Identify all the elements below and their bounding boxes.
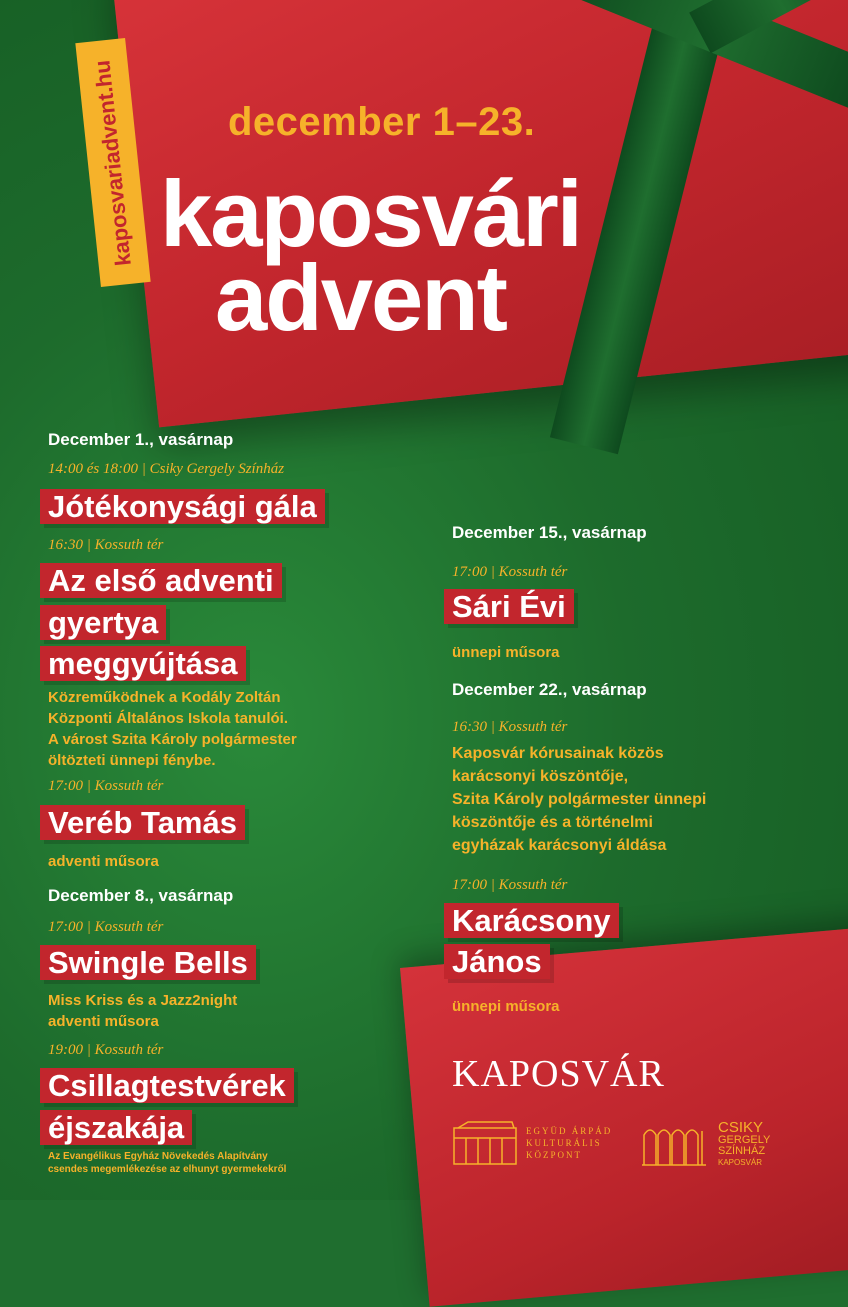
website-url[interactable]: kaposvariadvent.hu <box>89 58 136 267</box>
csiky-theatre-text: CSIKY GERGELY SZÍNHÁZ KAPOSVÁR <box>718 1119 771 1167</box>
event-title: meggyújtása <box>40 644 246 684</box>
event-title: Csillagtestvérek <box>40 1066 294 1106</box>
event-title: Az első adventi <box>40 561 282 601</box>
event-title: Karácsony <box>444 901 619 941</box>
kaposvar-logo: KAPOSVÁR <box>452 1053 665 1095</box>
day-heading: December 15., vasárnap <box>452 523 647 542</box>
event-description: ünnepi műsora <box>452 644 560 661</box>
event-title: éjszakája <box>40 1108 192 1148</box>
building-icon <box>452 1120 518 1166</box>
title-line-1: kaposvári <box>160 161 581 266</box>
event-time: 17:00 | Kossuth tér <box>48 778 164 794</box>
day-heading: December 1., vasárnap <box>48 430 234 449</box>
event-description: Az Evangélikus Egyház Növekedés Alapítvány csendes megemlékezése az elhunyt gyermekekről <box>48 1151 287 1175</box>
event-description: Miss Kriss és a Jazz2night adventi műsora <box>48 992 238 1030</box>
day-heading: December 8., vasárnap <box>48 886 234 905</box>
egyud-arpad-text: EGYÜD ÁRPÁD KULTURÁLIS KÖZPONT <box>526 1126 613 1160</box>
event-time: 17:00 | Kossuth tér <box>452 877 568 893</box>
event-title: Veréb Tamás <box>40 803 245 843</box>
event-description: adventi műsora <box>48 853 159 870</box>
event-time: 16:30 | Kossuth tér <box>452 719 568 735</box>
event-title: Swingle Bells <box>40 943 256 983</box>
event-title: János <box>444 942 550 982</box>
event-time: 17:00 | Kossuth tér <box>452 564 568 580</box>
event-time: 14:00 és 18:00 | Csiky Gergely Színház <box>48 461 285 477</box>
event-description: Kaposvár kórusainak közös karácsonyi köszöntője, Szita Károly polgármester ünnepi köszöntője és a történelmi egyházak karácsonyi áldása <box>452 745 707 854</box>
date-range: december 1–23. <box>228 100 536 144</box>
event-title: gyertya <box>40 603 166 643</box>
event-time: 19:00 | Kossuth tér <box>48 1042 164 1058</box>
event-time: 17:00 | Kossuth tér <box>48 919 164 935</box>
day-heading: December 22., vasárnap <box>452 680 647 699</box>
event-title: Sári Évi <box>444 587 574 627</box>
event-title: Jótékonysági gála <box>40 487 325 527</box>
event-time: 16:30 | Kossuth tér <box>48 537 164 553</box>
title-line-2: advent <box>215 245 506 350</box>
theatre-icon <box>640 1121 710 1167</box>
csiky-theatre-logo <box>640 1120 770 1168</box>
page-title <box>160 161 720 350</box>
event-description: Közreműködnek a Kodály Zoltán Központi Általános Iskola tanulói. A várost Szita Károly polgármester öltözteti ünnepi fénybe. <box>48 689 297 769</box>
egyud-arpad-logo <box>452 1120 612 1166</box>
event-description: ünnepi műsora <box>452 998 560 1015</box>
